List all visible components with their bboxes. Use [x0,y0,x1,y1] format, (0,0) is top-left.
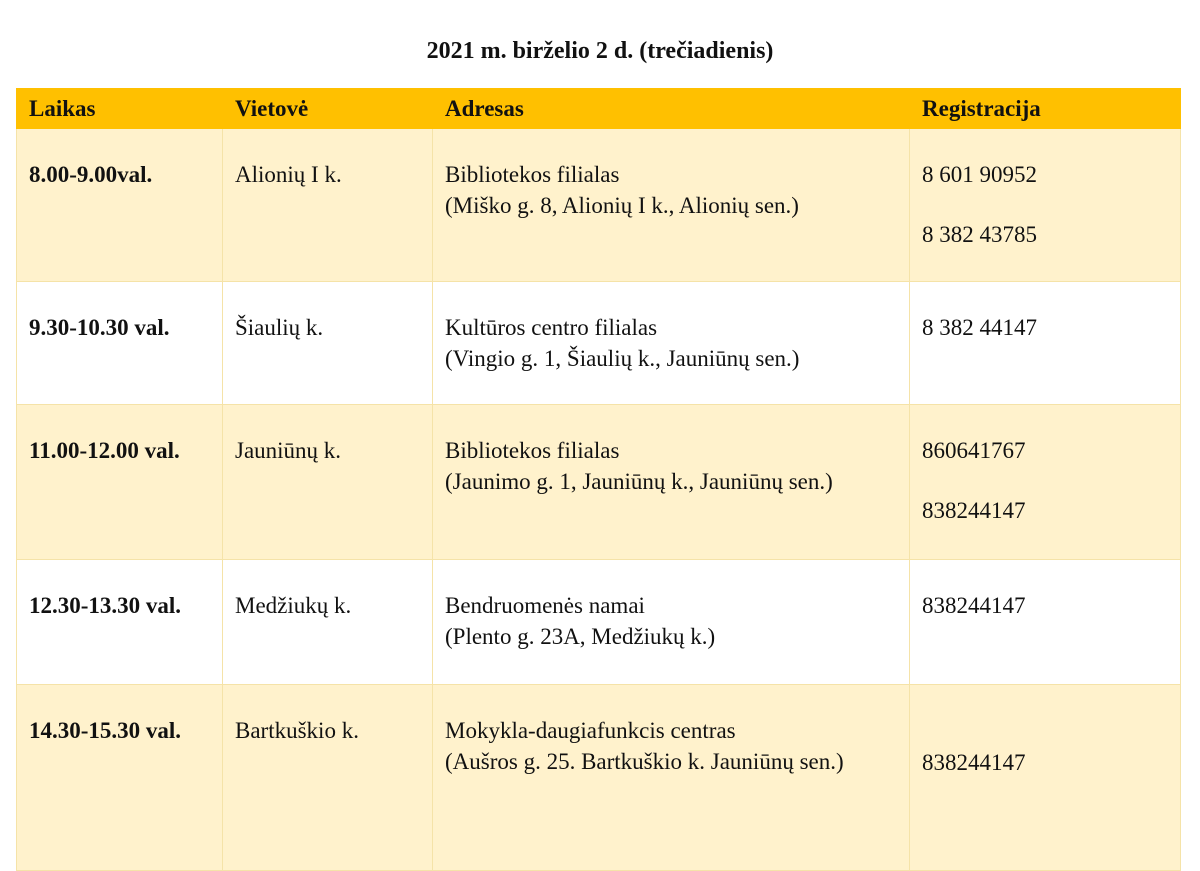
time-cell: 11.00-12.00 val. [17,405,223,560]
address-detail: (Miško g. 8, Alionių I k., Alionių sen.) [445,193,799,218]
address-name: Bibliotekos filialas [445,438,620,463]
place-cell: Jauniūnų k. [223,405,433,560]
address-detail: (Aušros g. 25. Bartkuškio k. Jauniūnų sen.) [445,749,844,774]
phone-number: 860641767 [922,438,1026,463]
column-header-time: Laikas [17,89,223,129]
place-cell: Šiaulių k. [223,282,433,405]
table-row [17,129,1181,282]
column-header-registration: Registracija [910,89,1181,129]
table-header-row [17,89,1181,129]
table-row [17,282,1181,405]
column-header-address: Adresas [433,89,910,129]
phone-number: 838244147 [922,593,1026,618]
address-cell [433,129,910,282]
address-name: Mokykla-daugiafunkcis centras [445,718,736,743]
table-row [17,560,1181,685]
registration-cell [910,129,1181,282]
address-cell [433,685,910,871]
phone-number: 8 382 44147 [922,315,1037,340]
address-detail: (Vingio g. 1, Šiaulių k., Jauniūnų sen.) [445,346,800,371]
place-cell: Bartkuškio k. [223,685,433,871]
address-detail: (Plento g. 23A, Medžiukų k.) [445,624,716,649]
column-header-place: Vietovė [223,89,433,129]
schedule-table [16,88,1181,871]
address-name: Bibliotekos filialas [445,162,620,187]
address-cell [433,405,910,560]
registration-cell [910,282,1181,405]
phone-number: 838244147 [922,498,1026,523]
registration-cell [910,685,1181,871]
address-name: Kultūros centro filialas [445,315,658,340]
table-row [17,685,1181,871]
phone-number: 838244147 [922,750,1026,775]
time-cell: 9.30-10.30 val. [17,282,223,405]
address-cell [433,282,910,405]
time-cell: 8.00-9.00val. [17,129,223,282]
address-detail: (Jaunimo g. 1, Jauniūnų k., Jauniūnų sen.) [445,469,833,494]
phone-number: 8 382 43785 [922,222,1037,247]
page-title: 2021 m. birželio 2 d. (trečiadienis) [426,38,774,64]
registration-cell [910,560,1181,685]
address-name: Bendruomenės namai [445,593,645,618]
table-row [17,405,1181,560]
place-cell: Medžiukų k. [223,560,433,685]
phone-number: 8 601 90952 [922,162,1037,187]
registration-cell [910,405,1181,560]
address-cell [433,560,910,685]
place-cell: Alionių I k. [223,129,433,282]
time-cell: 14.30-15.30 val. [17,685,223,871]
time-cell: 12.30-13.30 val. [17,560,223,685]
